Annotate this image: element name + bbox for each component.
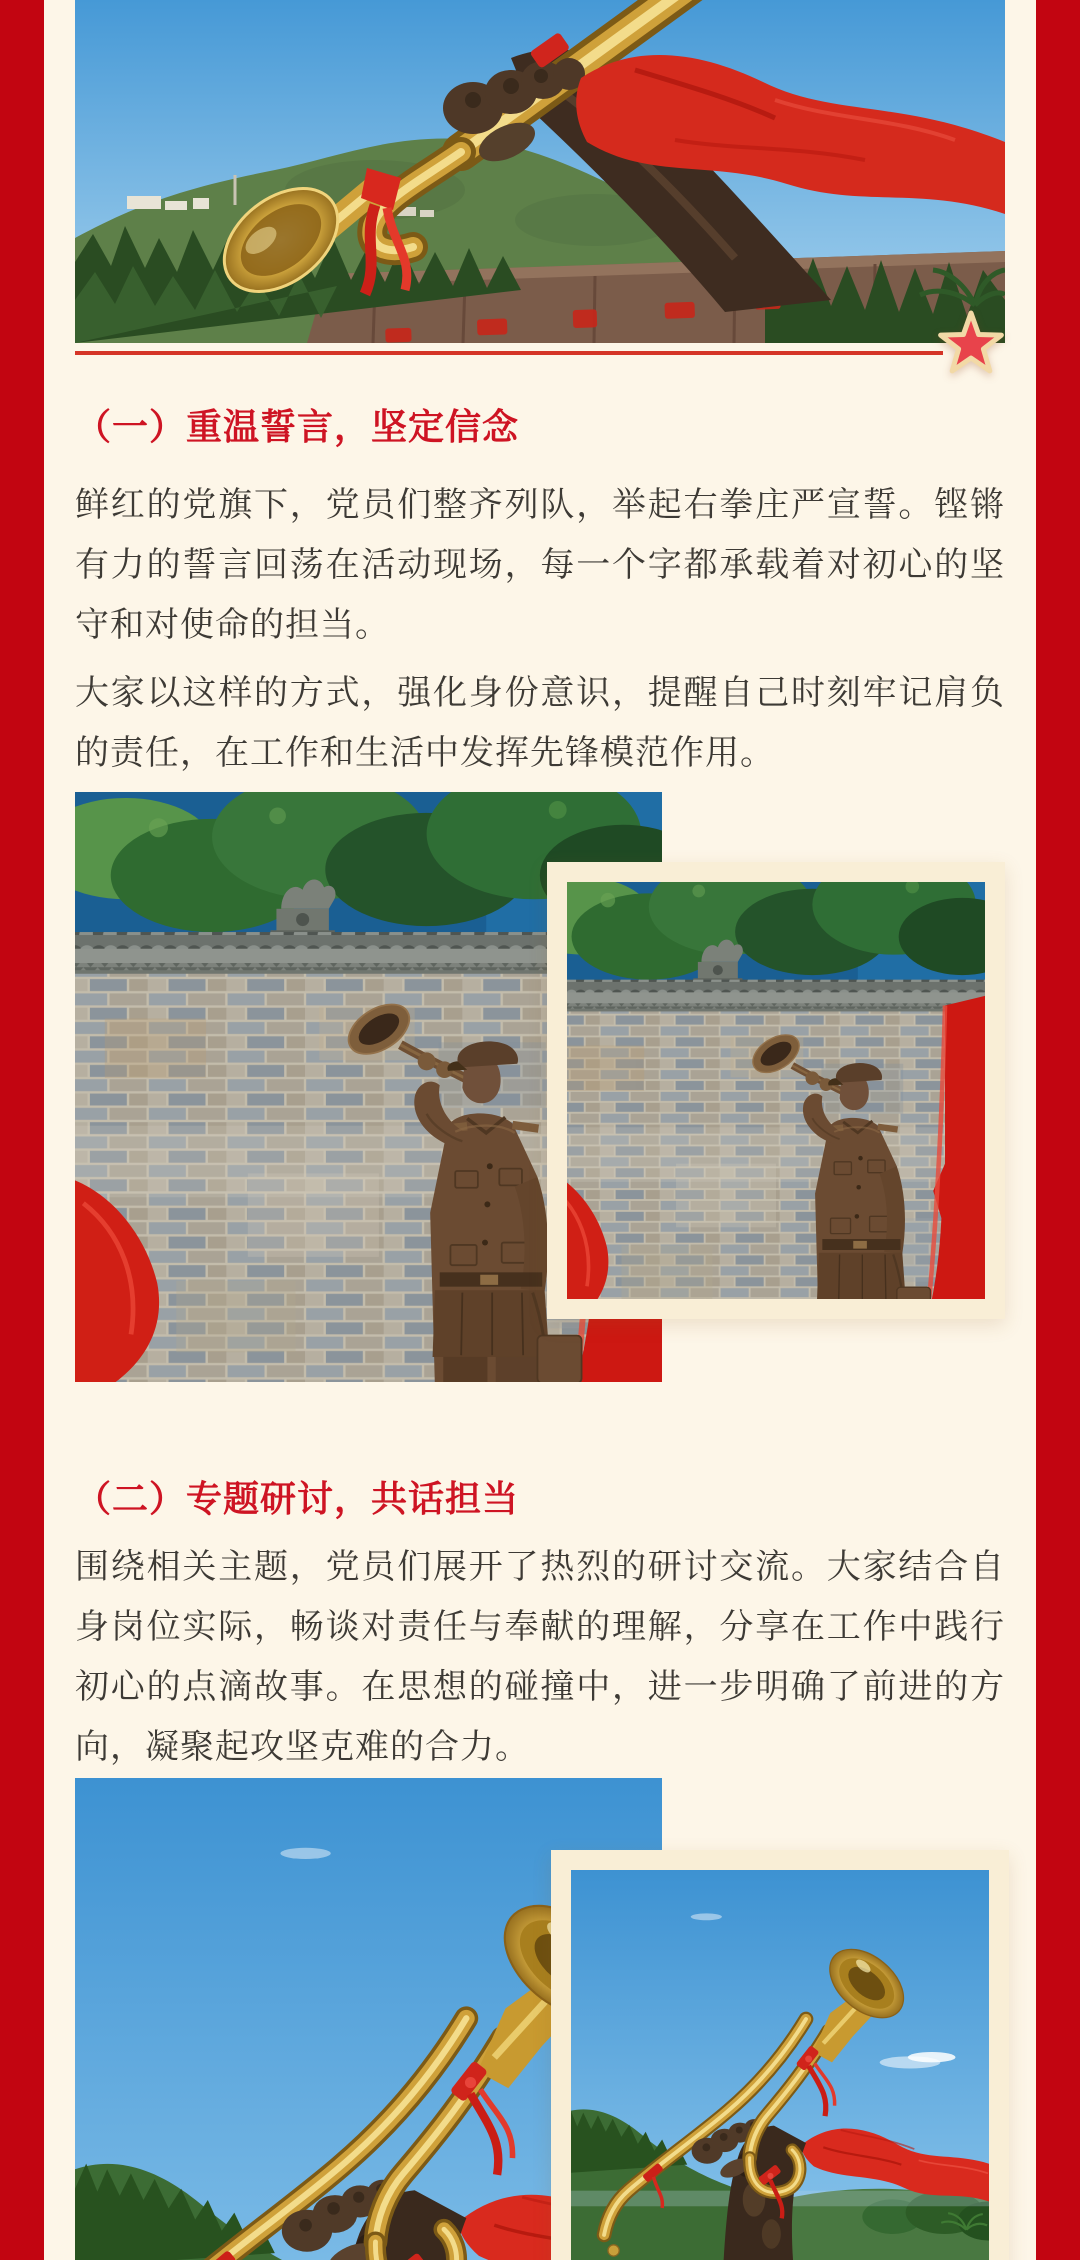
right-red-border: [1036, 0, 1080, 2260]
section-1-paragraph-1: 鲜红的党旗下，党员们整齐列队，举起右拳庄严宣誓。铿锵有力的誓言回荡在活动现场，每一个字都承载着对初心的坚守和对使命的担当。: [75, 486, 1005, 644]
section-2-paragraph-1: 围绕相关主题，党员们展开了热烈的研讨交流。大家结合自身岗位实际，畅谈对责任与奉献的理解，分享在工作中践行初心的点滴故事。在思想的碰撞中，进一步明确了前进的方向，凝聚起攻坚克难的合力。: [75, 1548, 1005, 1766]
left-red-border: [0, 0, 44, 2260]
section-divider-line: [75, 351, 943, 355]
section-2-photo-framed[interactable]: [551, 1850, 1009, 2260]
section-1-photo-framed[interactable]: [547, 862, 1005, 1319]
section-1-paragraph-2: 大家以这样的方式，强化身份意识，提醒自己时刻牢记肩负的责任，在工作和生活中发挥先锋模范作用。: [75, 674, 1005, 772]
red-star-icon: [938, 310, 1006, 378]
section-1-heading: （一）重温誓言，坚定信念: [75, 406, 520, 447]
hero-photo[interactable]: [75, 0, 1005, 343]
section-2-heading: （二）专题研讨，共话担当: [75, 1478, 520, 1519]
